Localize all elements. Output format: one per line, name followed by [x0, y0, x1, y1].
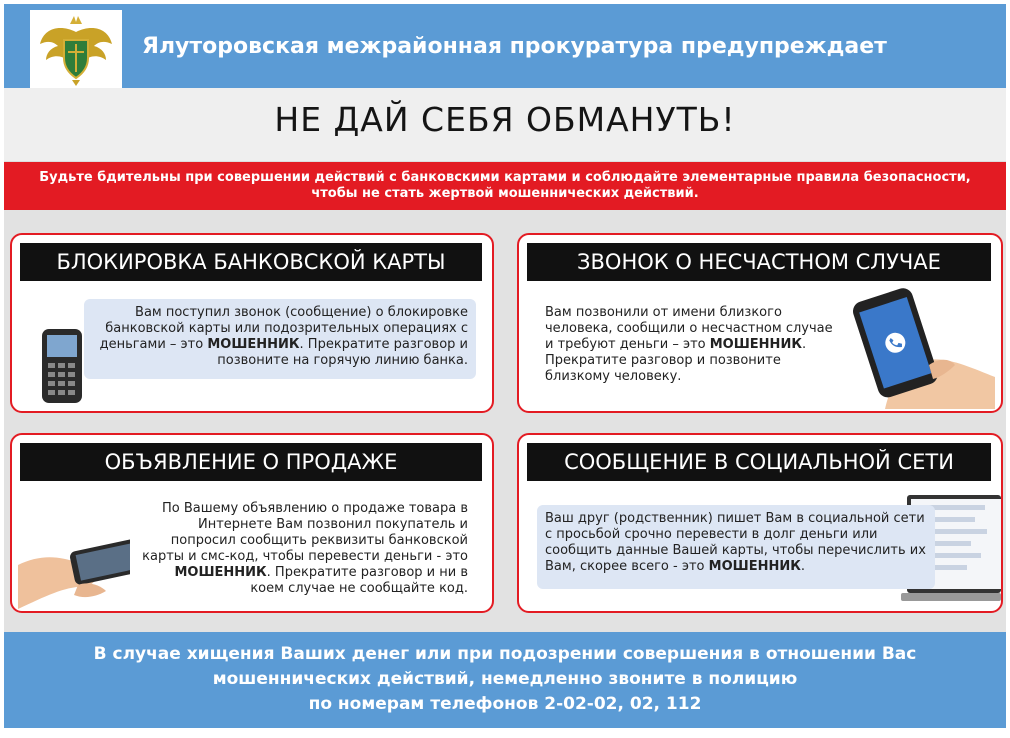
prosecutor-emblem-icon [30, 10, 122, 90]
footer-line-1: В случае хищения Ваших денег или при подозрении совершения в отношении Вас [93, 644, 917, 664]
card-text-after: . Прекратите разговор и позвоните близкому человеку. [545, 337, 807, 384]
mobile-phone-icon [38, 327, 86, 405]
fraudster-label: МОШЕННИК [709, 337, 802, 352]
card-card-accident-call [517, 233, 1003, 413]
card-message [84, 299, 476, 379]
card-text-after: . Прекратите разговор и ни в коем случае не сообщайте код. [250, 565, 468, 596]
fraudster-label: МОШЕННИК [174, 565, 267, 580]
card-card-social-network [517, 433, 1003, 613]
card-title: ЗВОНОК О НЕСЧАСТНОМ СЛУЧАЕ [527, 243, 991, 281]
card-title: ОБЪЯВЛЕНИЕ О ПРОДАЖЕ [20, 443, 482, 481]
card-text-before: Вам позвонили от имени близкого человека, сообщили о несчастном случае и требуют деньги – это [545, 305, 833, 352]
card-message [130, 495, 476, 595]
card-text-before: Вам поступил звонок (сообщение) о блокировке банковской карты или подозрительных операциях с деньгами – это [99, 305, 468, 352]
footer-line-2: мошеннических действий, немедленно звоните в полицию [212, 669, 798, 689]
fraudster-label: МОШЕННИК [708, 559, 801, 574]
card-message [537, 505, 935, 589]
fraudster-label: МОШЕННИК [207, 337, 300, 352]
card-message [537, 299, 845, 391]
warning-banner [4, 162, 1006, 210]
poster [4, 88, 1006, 632]
card-text-after: . Прекратите разговор и позвоните на горячую линию банка. [217, 337, 468, 368]
card-text-after: . [800, 559, 805, 574]
card-text-before: Ваш друг (родственник) пишет Вам в социальной сети с просьбой срочно перевести в долг деньги или сообщить данные Вашей карты, чтобы перечислить их Вам, скорее всего - это [545, 511, 926, 574]
header-title: Ялуторовская межрайонная прокуратура предупреждает [142, 34, 887, 59]
footer-bar [4, 632, 1006, 728]
card-card-blocking [10, 233, 494, 413]
poster-title: НЕ ДАЙ СЕБЯ ОБМАНУТЬ! [274, 100, 736, 139]
card-title: БЛОКИРОВКА БАНКОВСКОЙ КАРТЫ [20, 243, 482, 281]
card-text-before: По Вашему объявлению о продаже товара в Интернете Вам позвонил покупатель и попросил сообщить реквизиты банковской карты и смс-код, чтобы перевести деньги - это [142, 501, 468, 564]
warning-line-1: Будьте бдительны при совершении действий с банковскими картами и соблюдайте элементарные правила безопасности, [39, 170, 971, 185]
header-bar [4, 4, 1006, 88]
hands-with-smartphone-icon [18, 525, 148, 609]
footer-line-3: по номерам телефонов 2-02-02, 02, 112 [308, 694, 702, 714]
card-title: СООБЩЕНИЕ В СОЦИАЛЬНОЙ СЕТИ [527, 443, 991, 481]
card-card-sale-ad [10, 433, 494, 613]
warning-line-2: чтобы не стать жертвой мошеннических действий. [311, 186, 699, 201]
poster-heading-area [4, 88, 1006, 162]
hand-holding-phone-icon [845, 285, 995, 409]
